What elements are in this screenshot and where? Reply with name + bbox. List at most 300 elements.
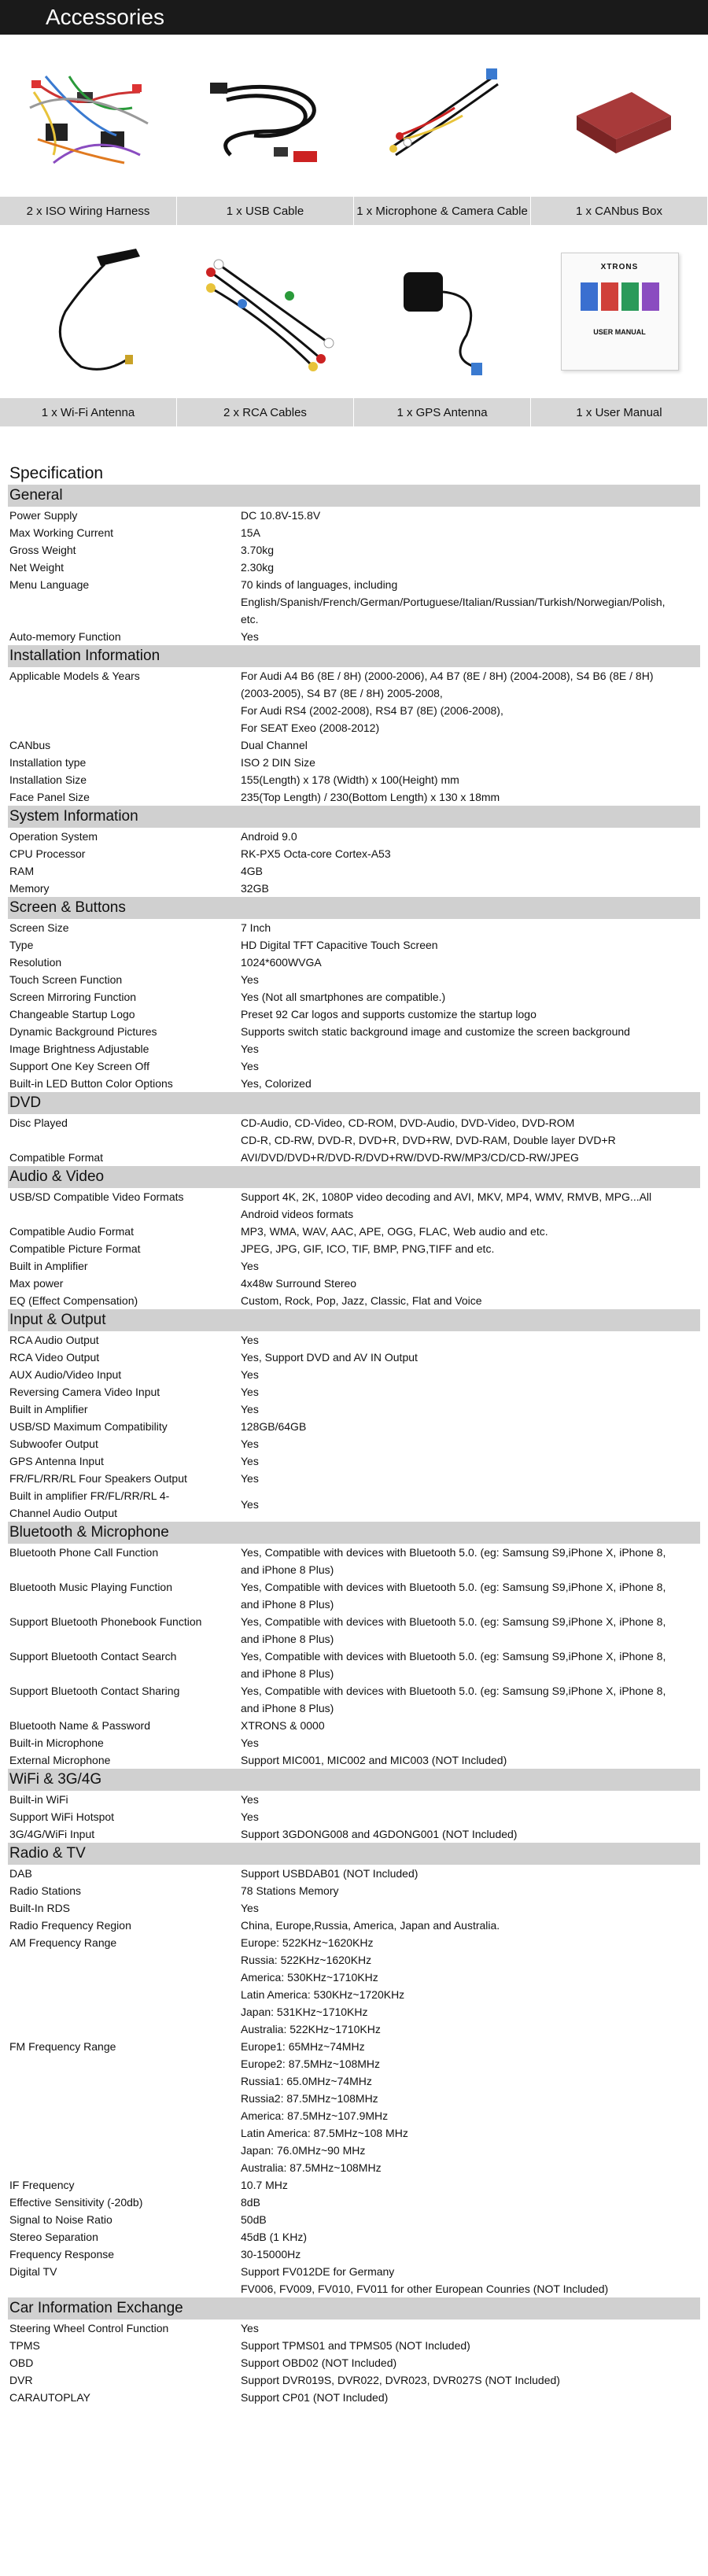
spec-value [241, 736, 708, 754]
accessory-item [531, 225, 708, 426]
spec-row [8, 2176, 708, 2194]
spec-value-line: CD-R, CD-RW, DVD-R, DVD+R, DVD+RW, DVD-RAM, Double layer DVD+R [241, 1134, 616, 1146]
spec-key: Auto-memory Function [9, 630, 121, 643]
spec-value [241, 771, 708, 788]
spec-value-line: AVI/DVD/DVD+R/DVD-R/DVD+RW/DVD-RW/MP3/CD/CD-RW/JPEG [241, 1151, 579, 1164]
spec-row [8, 541, 708, 559]
spec-row [8, 828, 708, 845]
spec-row [8, 2263, 708, 2297]
spec-row [8, 1292, 708, 1309]
spec-value-line: 10.7 MHz [241, 2179, 288, 2191]
spec-value-line: Yes [241, 1060, 259, 1072]
spec-row [8, 771, 708, 788]
spec-value-line: 32GB [241, 882, 269, 895]
spec-value [241, 1188, 708, 1223]
spec-value [241, 1257, 708, 1275]
spec-row [8, 1023, 708, 1040]
spec-key: Support Bluetooth Contact Search [9, 1650, 177, 1663]
section-heading: Installation Information [8, 645, 700, 667]
accessory-item [0, 225, 177, 426]
spec-value-line: Japan: 531KHz~1710KHz [241, 2006, 368, 2018]
spec-row [8, 1882, 708, 1899]
spec-key: Subwoofer Output [9, 1437, 98, 1450]
spec-value-line: 78 Stations Memory [241, 1884, 339, 1897]
spec-value-line: Yes [241, 1810, 259, 1823]
spec-value-line: MP3, WMA, WAV, AAC, APE, OGG, FLAC, Web audio and etc. [241, 1225, 548, 1238]
spec-row [8, 1257, 708, 1275]
spec-key: Effective Sensitivity (-20db) [9, 2196, 143, 2209]
spec-value-line: Dual Channel [241, 739, 308, 751]
spec-value-line: Yes, Compatible with devices with Bluetooth 5.0. (eg: Samsung S9,iPhone X, iPhone 8, [241, 1615, 666, 1628]
spec-title: Specification [9, 464, 104, 482]
spec-key: Face Panel Size [9, 791, 90, 803]
spec-row [8, 1366, 708, 1383]
spec-row [8, 862, 708, 880]
spec-value-line: 3.70kg [241, 544, 275, 556]
canbus-box-icon [553, 61, 687, 171]
spec-value [241, 880, 708, 897]
spec-value-line: Custom, Rock, Pop, Jazz, Classic, Flat and Voice [241, 1294, 482, 1307]
spec-value [241, 1578, 708, 1613]
spec-key: AM Frequency Range [9, 1936, 117, 1949]
spec-value-line: 70 kinds of languages, including [241, 578, 398, 591]
spec-value [241, 2337, 708, 2354]
spec-row [8, 1040, 708, 1057]
spec-key: DAB [9, 1867, 32, 1880]
spec-value [241, 1808, 708, 1825]
spec-value [241, 1331, 708, 1349]
spec-value [241, 2038, 708, 2176]
spec-value-line: Yes, Compatible with devices with Bluetooth 5.0. (eg: Samsung S9,iPhone X, iPhone 8, [241, 1650, 666, 1663]
spec-row [8, 736, 708, 754]
spec-value-line: Yes [241, 1334, 259, 1346]
spec-row [8, 1544, 708, 1578]
spec-row [8, 936, 708, 954]
spec-row [8, 1075, 708, 1092]
spec-key: Image Brightness Adjustable [9, 1043, 149, 1055]
spec-row [8, 1791, 708, 1808]
spec-row [8, 971, 708, 988]
section-heading: DVD [8, 1092, 700, 1114]
spec-sections [8, 485, 708, 2406]
spec-row [8, 1401, 708, 1418]
spec-value-line: Support 4K, 2K, 1080P video decoding and AVI, MKV, MP4, WMV, RMVB, MPG...All [241, 1190, 652, 1203]
spec-value [241, 2211, 708, 2228]
spec-section [8, 897, 708, 1092]
section-heading: WiFi & 3G/4G [8, 1769, 700, 1791]
spec-row [8, 2354, 708, 2371]
footer-space [0, 2406, 708, 2576]
spec-row [8, 988, 708, 1006]
spec-value [241, 1825, 708, 1843]
spec-value-line: Yes [241, 1902, 259, 1914]
spec-key: Compatible Format [9, 1151, 104, 1164]
spec-key: AUX Audio/Video Input [9, 1368, 122, 1381]
spec-key: Max power [9, 1277, 64, 1290]
spec-key: Gross Weight [9, 544, 76, 556]
spec-value [241, 2354, 708, 2371]
spec-key: Touch Screen Function [9, 973, 123, 986]
spec-value-line: Preset 92 Car logos and supports customize the startup logo [241, 1008, 537, 1020]
spec-value [241, 936, 708, 954]
spec-value [197, 1487, 708, 1522]
manual-brand: XTRONS [600, 263, 639, 271]
spec-key: OBD [9, 2356, 34, 2369]
spec-key: Net Weight [9, 561, 64, 574]
spec-value [241, 1751, 708, 1769]
spec-row [8, 1865, 708, 1882]
spec-value [241, 1435, 708, 1452]
spec-key: Built in amplifier FR/FL/RR/RL 4-Channel Audio Output [9, 1489, 170, 1519]
spec-row [8, 2246, 708, 2263]
spec-key: Stereo Separation [9, 2231, 98, 2243]
spec-key: Built-In RDS [9, 1902, 71, 1914]
spec-value-line: CD-Audio, CD-Video, CD-ROM, DVD-Audio, DVD-Video, DVD-ROM [241, 1116, 575, 1129]
spec-row [8, 1682, 708, 1717]
spec-key: Bluetooth Phone Call Function [9, 1546, 159, 1559]
spec-value-line: America: 530KHz~1710KHz [241, 1971, 378, 1984]
spec-value [241, 1114, 708, 1149]
spec-value-line: Yes [241, 1386, 259, 1398]
spec-section [8, 1843, 708, 2297]
spec-key: Signal to Noise Ratio [9, 2213, 112, 2226]
spec-key: 3G/4G/WiFi Input [9, 1828, 95, 1840]
spec-key: CPU Processor [9, 847, 86, 860]
spec-value [241, 1349, 708, 1366]
accessory-caption: 1 x Microphone & Camera Cable [354, 197, 531, 225]
spec-value [241, 754, 708, 771]
spec-value [241, 1613, 708, 1648]
spec-value-line: Russia1: 65.0MHz~74MHz [241, 2075, 372, 2087]
spec-value-line: Yes [241, 1043, 259, 1055]
spec-value-line: FV006, FV009, FV010, FV011 for other European Counries (NOT Included) [241, 2283, 609, 2295]
spec-value-line: Yes [241, 1793, 259, 1806]
accessory-item [531, 35, 708, 225]
spec-key: RCA Video Output [9, 1351, 100, 1364]
spec-row [8, 788, 708, 806]
spec-row [8, 1751, 708, 1769]
spec-key: Digital TV [9, 2265, 57, 2278]
spec-row [8, 2228, 708, 2246]
spec-row [8, 1435, 708, 1452]
spec-value [241, 845, 708, 862]
spec-value [241, 1717, 708, 1734]
manual-screens [581, 282, 659, 311]
section-heading: Car Information Exchange [8, 2297, 700, 2320]
spec-value-line: Europe2: 87.5MHz~108MHz [241, 2057, 381, 2070]
spec-row [8, 845, 708, 862]
spec-value [241, 788, 708, 806]
spec-row [8, 1917, 708, 1934]
spec-value [241, 1865, 708, 1882]
spec-value [241, 988, 708, 1006]
mic-camera-cable-icon [376, 61, 510, 171]
usb-cable-icon [199, 61, 333, 171]
spec-key: Memory [9, 882, 50, 895]
spec-value-line: and iPhone 8 Plus) [241, 1702, 334, 1714]
spec-key: External Microphone [9, 1754, 111, 1766]
spec-key: Dynamic Background Pictures [9, 1025, 157, 1038]
spec-value [241, 1223, 708, 1240]
spec-key: USB/SD Compatible Video Formats [9, 1190, 184, 1203]
spec-value [241, 1292, 708, 1309]
spec-value-line: For Audi A4 B6 (8E / 8H) (2000-2006), A4 B7 (8E / 8H) (2004-2008), S4 B6 (8E / 8H) [241, 670, 654, 682]
spec-row [8, 1114, 708, 1149]
spec-key: Resolution [9, 956, 62, 969]
accessory-caption: 2 x ISO Wiring Harness [0, 197, 177, 225]
spec-value [241, 1418, 708, 1435]
spec-key: Power Supply [9, 509, 78, 522]
accessory-item [177, 225, 354, 426]
spec-key: RAM [9, 865, 35, 877]
spec-value-line: 8dB [241, 2196, 260, 2209]
spec-key: Radio Frequency Region [9, 1919, 131, 1932]
spec-value-line: 1024*600WVGA [241, 956, 322, 969]
spec-value-line: 128GB/64GB [241, 1420, 307, 1433]
accessory-caption: 1 x USB Cable [177, 197, 354, 225]
spec-row [8, 2337, 708, 2354]
spec-value-line: Australia: 87.5MHz~108MHz [241, 2161, 382, 2174]
accessories-title: Accessories [46, 5, 164, 29]
manual-title: USER MANUAL [593, 328, 646, 336]
spec-value-line: XTRONS & 0000 [241, 1719, 325, 1732]
wiring-harness-icon [22, 61, 156, 171]
spec-row [8, 524, 708, 541]
spec-value [241, 2176, 708, 2194]
spec-row [8, 1934, 708, 2038]
section-heading: Bluetooth & Microphone [8, 1522, 700, 1544]
spec-section [8, 645, 708, 806]
spec-key: DVR [9, 2374, 33, 2386]
spec-key: Built-in WiFi [9, 1793, 68, 1806]
spec-key: Steering Wheel Control Function [9, 2322, 169, 2334]
spec-key: Bluetooth Music Playing Function [9, 1581, 172, 1593]
spec-key: Compatible Picture Format [9, 1242, 141, 1255]
spec-section [8, 1166, 708, 1309]
spec-value-line: Support MIC001, MIC002 and MIC003 (NOT Included) [241, 1754, 507, 1766]
spec-value-line: 50dB [241, 2213, 267, 2226]
spec-value-line: For SEAT Exeo (2008-2012) [241, 722, 380, 734]
spec-value-line: Support OBD02 (NOT Included) [241, 2356, 397, 2369]
spec-key: Built in Amplifier [9, 1403, 88, 1415]
spec-value [241, 1057, 708, 1075]
spec-value-line: Yes [241, 1498, 259, 1511]
spec-value-line: 235(Top Length) / 230(Bottom Length) x 130 x 18mm [241, 791, 500, 803]
spec-key: Menu Language [9, 578, 90, 591]
spec-value [241, 667, 708, 736]
spec-row [8, 880, 708, 897]
spec-row [8, 954, 708, 971]
spec-value-line: etc. [241, 613, 259, 626]
spec-row [8, 1275, 708, 1292]
spec-value [241, 2228, 708, 2246]
spec-key: Installation type [9, 756, 87, 769]
spec-value-line: 4GB [241, 865, 264, 877]
spec-row [8, 1578, 708, 1613]
spec-value-line: 2.30kg [241, 561, 275, 574]
spec-row [8, 1613, 708, 1648]
spec-row [8, 1487, 708, 1522]
spec-value [241, 1917, 708, 1934]
spec-row [8, 1470, 708, 1487]
spec-value-line: and iPhone 8 Plus) [241, 1633, 334, 1645]
spec-value [241, 507, 708, 524]
spec-value-line: HD Digital TFT Capacitive Touch Screen [241, 939, 438, 951]
spec-key: Type [9, 939, 34, 951]
spec-section [8, 485, 708, 645]
spec-value [241, 576, 708, 628]
spec-row [8, 667, 708, 736]
spec-row [8, 1383, 708, 1401]
spec-value-line: Yes [241, 1736, 259, 1749]
spec-key: RCA Audio Output [9, 1334, 99, 1346]
spec-value-line: Yes [241, 1437, 259, 1450]
spec-value-line: Yes, Colorized [241, 1077, 312, 1090]
section-heading: General [8, 485, 700, 507]
spec-row [8, 1223, 708, 1240]
spec-value-line: and iPhone 8 Plus) [241, 1598, 334, 1611]
spec-value [241, 1275, 708, 1292]
spec-row [8, 507, 708, 524]
accessory-caption: 1 x Wi-Fi Antenna [0, 398, 177, 426]
spec-value-line: Yes, Compatible with devices with Bluetooth 5.0. (eg: Samsung S9,iPhone X, iPhone 8, [241, 1685, 666, 1697]
spec-key: TPMS [9, 2339, 40, 2352]
spec-value-line: Yes, Compatible with devices with Bluetooth 5.0. (eg: Samsung S9,iPhone X, iPhone 8, [241, 1546, 666, 1559]
spec-row [8, 1331, 708, 1349]
spec-value-line: Android 9.0 [241, 830, 297, 843]
spec-value-line: Russia2: 87.5MHz~108MHz [241, 2092, 378, 2105]
spec-key: Installation Size [9, 773, 87, 786]
section-heading: System Information [8, 806, 700, 828]
wifi-antenna-icon [18, 241, 160, 382]
spec-value-line: Latin America: 87.5MHz~108 MHz [241, 2127, 408, 2139]
spec-row [8, 1149, 708, 1166]
spec-row [8, 754, 708, 771]
spec-key: Built-in LED Button Color Options [9, 1077, 173, 1090]
spec-value [241, 1452, 708, 1470]
spec-row [8, 1418, 708, 1435]
spec-value-line: and iPhone 8 Plus) [241, 1563, 334, 1576]
spec-row [8, 2320, 708, 2337]
spec-value-line: Supports switch static background image and customize the screen background [241, 1025, 630, 1038]
spec-row [8, 628, 708, 645]
spec-value-line: Yes, Compatible with devices with Bluetooth 5.0. (eg: Samsung S9,iPhone X, iPhone 8, [241, 1581, 666, 1593]
spec-value-line: Support FV012DE for Germany [241, 2265, 395, 2278]
spec-value [241, 2246, 708, 2263]
spec-section [8, 806, 708, 897]
spec-value [241, 1470, 708, 1487]
spec-value [241, 1934, 708, 2038]
spec-row [8, 1899, 708, 1917]
spec-value-line: America: 87.5MHz~107.9MHz [241, 2109, 389, 2122]
spec-value-line: Yes [241, 1260, 259, 1272]
accessory-item [354, 225, 531, 426]
spec-value-line: and iPhone 8 Plus) [241, 1667, 334, 1680]
spec-key: Frequency Response [9, 2248, 115, 2260]
spec-row [8, 1240, 708, 1257]
spec-value [241, 1882, 708, 1899]
spec-value [241, 2389, 708, 2406]
spec-section [8, 1769, 708, 1843]
spec-value [241, 828, 708, 845]
spec-row [8, 1006, 708, 1023]
spec-key: USB/SD Maximum Compatibility [9, 1420, 168, 1433]
spec-key: Reversing Camera Video Input [9, 1386, 160, 1398]
spec-row [8, 2371, 708, 2389]
spec-section [8, 1309, 708, 1522]
spec-row [8, 2211, 708, 2228]
spec-row [8, 1452, 708, 1470]
spec-value-line: Yes (Not all smartphones are compatible.) [241, 991, 446, 1003]
spec-value-line: Yes [241, 1368, 259, 1381]
spec-value [241, 954, 708, 971]
spec-row [8, 1717, 708, 1734]
spec-value-line: Europe: 522KHz~1620KHz [241, 1936, 374, 1949]
spec-key: GPS Antenna Input [9, 1455, 104, 1467]
spec-value [241, 1682, 708, 1717]
spec-value-line: Support DVR019S, DVR022, DVR023, DVR027S (NOT Included) [241, 2374, 560, 2386]
spec-value [241, 2194, 708, 2211]
spec-value-line: For Audi RS4 (2002-2008), RS4 B7 (8E) (2006-2008), [241, 704, 503, 717]
accessory-item [177, 35, 354, 225]
spec-value-line: DC 10.8V-15.8V [241, 509, 321, 522]
spec-value-line: Support TPMS01 and TPMS05 (NOT Included) [241, 2339, 470, 2352]
spec-value [241, 1899, 708, 1917]
spec-key: FM Frequency Range [9, 2040, 116, 2053]
spec-value-line: Support 3GDONG008 and 4GDONG001 (NOT Included) [241, 1828, 518, 1840]
spec-value-line: JPEG, JPG, GIF, ICO, TIF, BMP, PNG,TIFF and etc. [241, 1242, 495, 1255]
spec-value-line: Yes, Support DVD and AV IN Output [241, 1351, 418, 1364]
accessory-caption: 1 x GPS Antenna [354, 398, 531, 426]
spec-key: Built in Amplifier [9, 1260, 88, 1272]
spec-value [241, 1075, 708, 1092]
spec-row [8, 1349, 708, 1366]
accessories-header [0, 0, 708, 35]
spec-value [241, 971, 708, 988]
accessory-caption: 1 x User Manual [531, 398, 708, 426]
spec-value-line: (2003-2005), S4 B7 (8E / 8H) 2005-2008, [241, 687, 443, 699]
spec-row [8, 2194, 708, 2211]
spec-key: Built-in Microphone [9, 1736, 104, 1749]
spec-value-line: Yes [241, 630, 259, 643]
spec-section [8, 2297, 708, 2406]
spec-value [241, 1240, 708, 1257]
specification [0, 463, 708, 2406]
accessory-item [0, 35, 177, 225]
spec-value-line: Yes [241, 1455, 259, 1467]
spec-value [241, 2263, 708, 2297]
spec-key: CANbus [9, 739, 51, 751]
spec-key: EQ (Effect Compensation) [9, 1294, 138, 1307]
spec-row [8, 1188, 708, 1223]
spec-value [241, 1006, 708, 1023]
spec-value-line: 45dB (1 KHz) [241, 2231, 308, 2243]
spec-value [241, 524, 708, 541]
spec-value [241, 1149, 708, 1166]
spec-key: IF Frequency [9, 2179, 75, 2191]
spec-key: Support WiFi Hotspot [9, 1810, 115, 1823]
spec-value-line: Europe1: 65MHz~74MHz [241, 2040, 365, 2053]
spec-value [241, 541, 708, 559]
spec-value-line: English/Spanish/French/German/Portuguese/Italian/Russian/Turkish/Norwegian/Polish, [241, 596, 666, 608]
spec-key: Support One Key Screen Off [9, 1060, 149, 1072]
spec-value-line: 15A [241, 526, 260, 539]
spec-value [241, 2320, 708, 2337]
spec-row [8, 1648, 708, 1682]
spec-value-line: Australia: 522KHz~1710KHz [241, 2023, 381, 2035]
spec-row [8, 1808, 708, 1825]
spec-key: Support Bluetooth Phonebook Function [9, 1615, 202, 1628]
